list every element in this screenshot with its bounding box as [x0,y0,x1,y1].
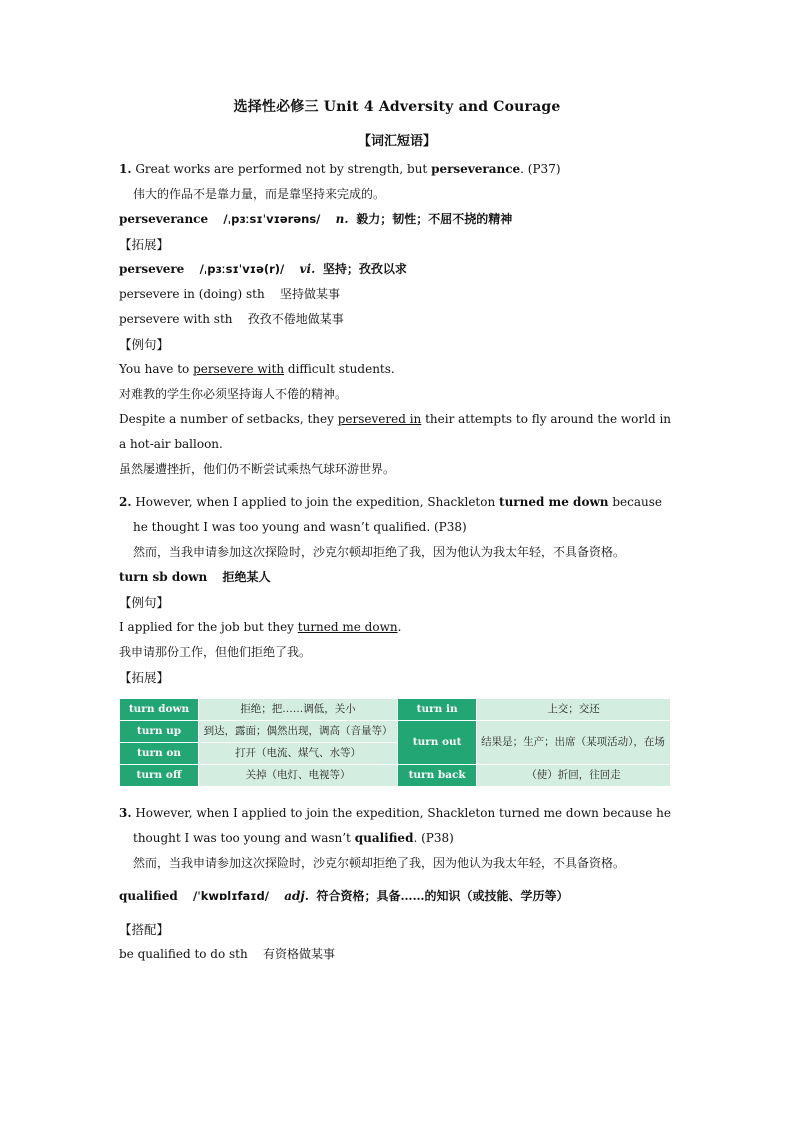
section-heading-vocab: 【词汇短语】 [357,134,436,149]
item2-sentence-post: because he thought I was too young and wasn’t qualified. (P38) [133,495,662,534]
item2-example1 [119,615,675,640]
item2-phrase-cn: 拒绝某人 [222,570,271,584]
table-row [120,765,671,787]
item2-sentence-pre: However, when I applied to join the expedition, Shackleton [131,495,500,509]
item1-pos: n. [335,212,349,226]
item1-phrase2 [119,307,675,332]
item2-example1-cn: 我申请那份工作，但他们拒绝了我。 [119,645,312,659]
item1-entry [119,207,675,232]
item3-phonetic: /ˈkwɒlɪfaɪd/ [193,889,269,903]
item1-phrase1 [119,282,675,307]
table-key-cell: turn off [120,765,199,787]
table-value-cell: 打开（电流、煤气、水等） [199,743,398,765]
item2-keyword: turned me down [499,495,609,509]
table-key-cell: turn up [120,721,199,743]
item2-example-label: 【例句】 [119,595,170,610]
item1-example1 [119,357,675,382]
item1-phrase1-en: persevere in (doing) sth [119,287,265,301]
item1-sentence-post: . (P37) [520,162,561,176]
document-page [119,96,675,967]
table-key-cell: turn on [120,743,199,765]
item1-ext-entry [119,257,675,282]
item2-ex1-pre: I applied for the job but they [119,620,298,634]
item1-sentence [119,157,675,182]
item1-ext-word: persevere [119,262,185,276]
table-value-cell: 结果是；生产；出席（某项活动），在场 [477,721,671,765]
item1-ex1-pre: You have to [119,362,194,376]
item3-meaning: 符合资格；具备……的知识（或技能、学历等） [316,889,569,903]
item1-sentence-pre: Great works are performed not by strength, but [131,162,432,176]
item1-example2-cn: 虽然屡遭挫折，他们仍不断尝试乘热气球环游世界。 [119,462,396,476]
item3-phrase1-en: be qualified to do sth [119,947,248,961]
table-value-cell: （使）折回，往回走 [477,765,671,787]
item1-ex2-underlined: persevered in [337,412,422,426]
item2-phrase-en: turn sb down [119,570,208,584]
item1-ext-pos: vi. [299,262,316,276]
table-row [120,699,671,721]
item1-ext-phonetic: /ˌpɜːsɪˈvɪə(r)/ [199,262,285,276]
item3-translation: 然而，当我申请参加这次探险时，沙克尔顿却拒绝了我，因为他认为我太年轻，不具备资格。 [133,856,626,870]
item1-phonetic: /ˌpɜːsɪˈvɪərəns/ [223,212,321,226]
item3-phrase1-cn: 有资格做某事 [263,947,336,961]
item3-phrase1 [119,942,675,967]
turn-phrases-table [119,698,671,787]
item3-entry [119,884,675,909]
item1-ext-label: 【拓展】 [119,237,170,252]
table-key-cell: turn back [398,765,477,787]
item2-number: 2. [119,495,132,509]
item1-ex1-post: difficult students. [284,362,395,376]
item1-phrase2-cn: 孜孜不倦地做某事 [247,312,344,326]
item1-ex2-pre: Despite a number of setbacks, they [119,412,338,426]
item3-pos: adj. [284,889,309,903]
table-value-cell: 上交；交还 [477,699,671,721]
item3-number: 3. [119,806,132,820]
table-key-cell: turn down [120,699,199,721]
table-row [120,721,671,743]
item3-sentence [119,801,675,851]
item1-example2 [119,407,675,457]
item3-collocation-label: 【搭配】 [119,922,170,937]
item1-keyword: perseverance [431,162,521,176]
item2-ex1-underlined: turned me down [297,620,398,634]
item1-number: 1. [119,162,132,176]
item1-ex2-post: their attempts to fly around the world in a hot-air balloon. [119,412,672,451]
item1-ex1-underlined: persevere with [193,362,285,376]
table-value-cell: 关掉（电灯、电视等） [199,765,398,787]
item1-meaning: 毅力；韧性；不屈不挠的精神 [356,212,513,226]
item2-ext-label: 【拓展】 [119,670,170,685]
item3-keyword: qualified [354,831,414,845]
table-key-cell: turn out [398,721,477,765]
item1-phrase1-cn: 坚持做某事 [280,287,341,301]
item2-sentence [119,490,675,540]
item1-phrase2-en: persevere with sth [119,312,233,326]
item3-sentence-post: . (P38) [413,831,454,845]
item1-translation: 伟大的作品不是靠力量，而是靠坚持来完成的。 [133,187,386,201]
table-key-cell: turn in [398,699,477,721]
item1-example1-cn: 对难教的学生你必须坚持诲人不倦的精神。 [119,387,348,401]
item2-ex1-post: . [397,620,402,634]
table-value-cell: 拒绝；把……调低，关小 [199,699,398,721]
table-value-cell: 到达，露面；偶然出现，调高（音量等） [199,721,398,743]
page-title: 选择性必修三 Unit 4 Adversity and Courage [233,99,561,115]
item3-sentence-pre: However, when I applied to join the expedition, Shackleton turned me down because he thought I was too young and wasn’t [131,806,671,845]
item1-ext-meaning: 坚持；孜孜以求 [322,262,407,276]
item2-phrase [119,565,675,590]
item3-word: qualified [119,889,178,903]
item2-translation: 然而，当我申请参加这次探险时，沙克尔顿却拒绝了我，因为他认为我太年轻，不具备资格。 [133,545,626,559]
item1-example-label: 【例句】 [119,337,170,352]
item1-word: perseverance [119,212,209,226]
